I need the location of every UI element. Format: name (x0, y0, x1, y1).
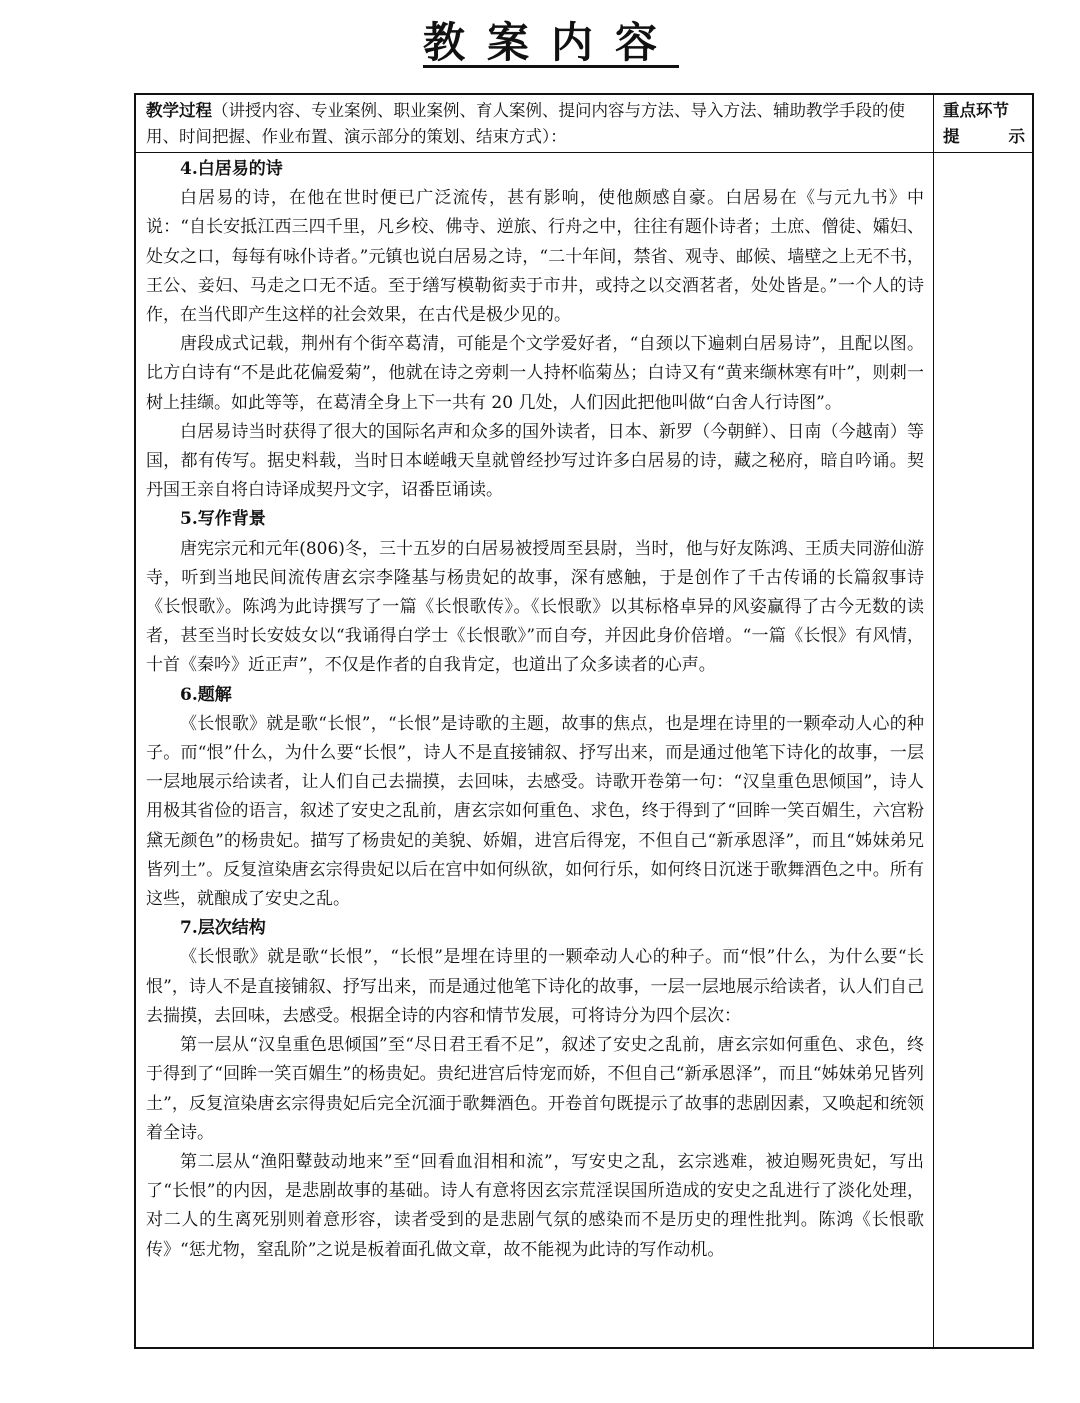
paragraph: 白居易诗当时获得了很大的国际名声和众多的国外读者，日本、新罗（今朝鲜）、日南（今越南）等国，都有传写。据史料载，当时日本嵯峨天皇就曾经抄写过许多白居易的诗，藏之秘府，暗自吟诵。契丹国王亲自将白诗译成契丹文字，诏番臣诵读。 (146, 421, 924, 501)
section-heading-7: 7.层次结构 (180, 918, 266, 939)
page-title: 教案内容 (422, 18, 679, 67)
paragraph: 《长恨歌》就是歌“长恨”，“长恨”是埋在诗里的一颗牵动人心的种子。而“恨”什么，为什么要“长恨”，诗人不是直接铺叙、抒写出来，而是通过他笔下诗化的故事，一层一层地展示给读者，认人们自己去揣摸，去回味，去感受。根据全诗的内容和情节发展，可将诗分为四个层次： (146, 947, 924, 1026)
section-heading-4: 4.白居易的诗 (180, 159, 283, 179)
teaching-process-label: 教学过程 (146, 101, 212, 120)
paragraph: 唐段成式记载，荆州有个街卒葛清，可能是个文学爱好者，“自颈以下遍刺白居易诗”，且配以图。比方白诗有“不是此花偏爱菊”，他就在诗之旁刺一人持杯临菊丛；白诗又有“黄来缬林寒有叶”，则刺一树上挂缬。如此等等，在葛清全身上下一共有 20 几处，人们因此把他叫做“白舍人行诗图”。 (146, 334, 924, 413)
paragraph: 第一层从“汉皇重色思倾国”至“尽日君王看不足”，叙述了安史之乱前，唐玄宗如何重色、求色，终于得到了“回眸一笑百媚生”的杨贵妃。贵纪进宫后恃宠而娇，不但自己“新承恩泽”，而且“姊妹弟兄皆列土”，反复渲染唐玄宗得贵妃后完全沉湎于歌舞酒色。开卷首句既提示了故事的悲剧因素，又唤起和统领着全诗。 (146, 1035, 924, 1143)
paragraph: 《长恨歌》就是歌“长恨”，“长恨”是诗歌的主题，故事的焦点，也是埋在诗里的一颗牵动人心的种子。而“恨”什么，为什么要“长恨”，诗人不是直接铺叙、抒写出来，而是通过他笔下诗化的故事，一层一层地展示给读者，让人们自己去揣摸，去回味，去感受。诗歌开卷第一句：“汉皇重色思倾国”，诗人用极其省俭的语言，叙述了安史之乱前，唐玄宗如何重色、求色，终于得到了“回眸一笑百媚生，六宫粉黛无颜色”的杨贵妃。描写了杨贵妃的美貌、娇媚，进宫后得宠，不但自己“新承恩泽”，而且“姊妹弟兄皆列土”。反复渲染唐玄宗得贵妃以后在宫中如何纵欲，如何行乐，如何终日沉迷于歌舞酒色之中。所有这些，就酿成了安史之乱。 (146, 713, 924, 910)
lesson-plan-table (134, 93, 1034, 1349)
section-heading-6: 6.题解 (180, 684, 232, 705)
paragraph: 白居易的诗，在他在世时便已广泛流传，甚有影响，使他颇感自豪。白居易在《与元九书》中说：“自长安抵江西三四千里，凡乡校、佛寺、逆旅、行舟之中，往往有题仆诗者；土庶、僧徒、孀妇、处女之口，每每有咏仆诗者。”元镇也说白居易之诗，“二十年间，禁省、观寺、邮候、墙壁之上无不书，王公、妾妇、马走之口无不适。至于缮写模勒衒卖于市井，或持之以交酒茗者，处处皆是。”一个人的诗作，在当代即产生这样的社会效果，在古代是极少见的。 (146, 188, 924, 326)
key-points-header (943, 98, 1025, 150)
key-points-label: 重点环节 (943, 101, 1009, 120)
hint-label: 提 示 (943, 127, 1025, 146)
column-divider (933, 95, 934, 1347)
section-heading-5: 5.写作背景 (180, 509, 266, 530)
lesson-content (146, 155, 924, 1265)
header-divider (136, 152, 1032, 153)
teaching-process-description: （讲授内容、专业案例、职业案例、育人案例、提问内容与方法、导入方法、辅助教学手段的使用、时间把握、作业布置、演示部分的策划、结束方式）： (146, 101, 905, 146)
teaching-process-header (146, 98, 926, 150)
paragraph: 唐宪宗元和元年(806)冬，三十五岁的白居易被授周至县尉，当时，他与好友陈鸿、王质夫同游仙游寺，听到当地民间流传唐玄宗李隆基与杨贵妃的故事，深有感触，于是创作了千古传诵的长篇叙事诗《长恨歌》。陈鸿为此诗撰写了一篇《长恨歌传》。《长恨歌》以其标格卓异的风姿赢得了古今无数的读者，甚至当时长安妓女以“我诵得白学士《长恨歌》”而自夸，并因此身价倍增。“一篇《长恨》有风情，十首《秦吟》近正声”，不仅是作者的自我肯定，也道出了众多读者的心声。 (146, 538, 924, 676)
paragraph: 第二层从“渔阳鼙鼓动地来”至“回看血泪相和流”，写安史之乱，玄宗逃难，被迫赐死贵妃，写出了“长恨”的内因，是悲剧故事的基础。诗人有意将因玄宗荒淫误国所造成的安史之乱进行了淡化处理，对二人的生离死别则着意形容，读者受到的是悲剧气氛的感染而不是历史的理性批判。陈鸿《长恨歌传》“惩尤物，窒乱阶”之说是板着面孔做文章，故不能视为此诗的写作动机。 (146, 1151, 924, 1260)
